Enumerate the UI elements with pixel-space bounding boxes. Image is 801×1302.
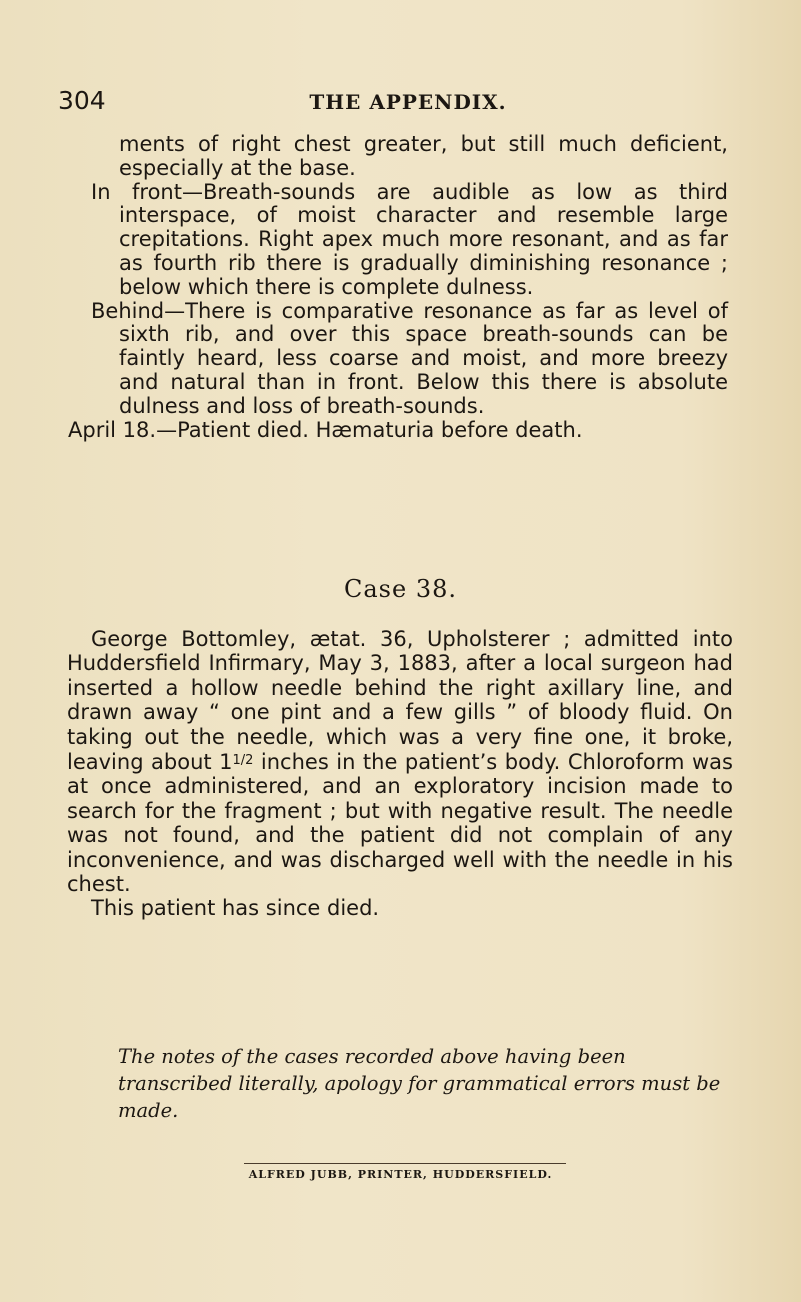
transcription-note: The notes of the cases recorded above having been transcribed literally, apology for grammatical errors must be made. <box>118 1045 721 1122</box>
continuation-text <box>68 133 728 442</box>
paragraph-chest-measurements: ments of right chest greater, but still much deficient, especially at the base. <box>119 132 728 180</box>
case-text <box>67 627 733 921</box>
case-heading: Case 38. <box>344 575 457 603</box>
page-number: 304 <box>58 86 106 115</box>
case-text-before-fraction: George Bottomley, ætat. 36, Upholsterer ; admitted into Huddersfield Infirmary, May 3, 1883, after a local surgeon had inserted a hollow needle behind the right axillary line, and drawn away “ one pint and a few gills ” of bloody fluid. On taking out the needle, which was a very fine one, it broke, leaving about 1 <box>67 627 733 775</box>
paragraph-patient-died: This patient has since died. <box>91 896 380 921</box>
printer-imprint: ALFRED JUBB, PRINTER, HUDDERSFIELD. <box>248 1168 553 1181</box>
paragraph-in-front: In front—Breath-sounds are audible as low as third interspace, of moist character and resemble large crepitations. Right apex much more resonant, and as far as fourth rib there is gradually diminishing resonance ; below which there is complete dulness. <box>91 179 728 299</box>
paragraph-behind: Behind—There is comparative resonance as far as level of sixth rib, and over this space breath-sounds can be faintly heard, less coarse and moist, and more breezy and natural than in front. Below this there is absolute dulness and loss of breath-sounds. <box>91 298 728 418</box>
case-text-after-fraction: inches in the patient’s body. Chloroform was at once administered, and an exploratory incision made to search for the fragment ; but with negative result. The needle was not found, and the patient did not complain of any inconvenience, and was discharged well with the needle in his chest. <box>67 750 733 897</box>
running-head <box>58 86 758 116</box>
fraction-one-half: 1/2 <box>232 753 254 769</box>
running-title: THE APPENDIX. <box>309 90 507 114</box>
divider-rule <box>244 1163 566 1164</box>
paragraph-case-description <box>67 627 733 896</box>
paragraph-april-18: April 18.—Patient died. Hæmaturia before death. <box>68 417 583 442</box>
